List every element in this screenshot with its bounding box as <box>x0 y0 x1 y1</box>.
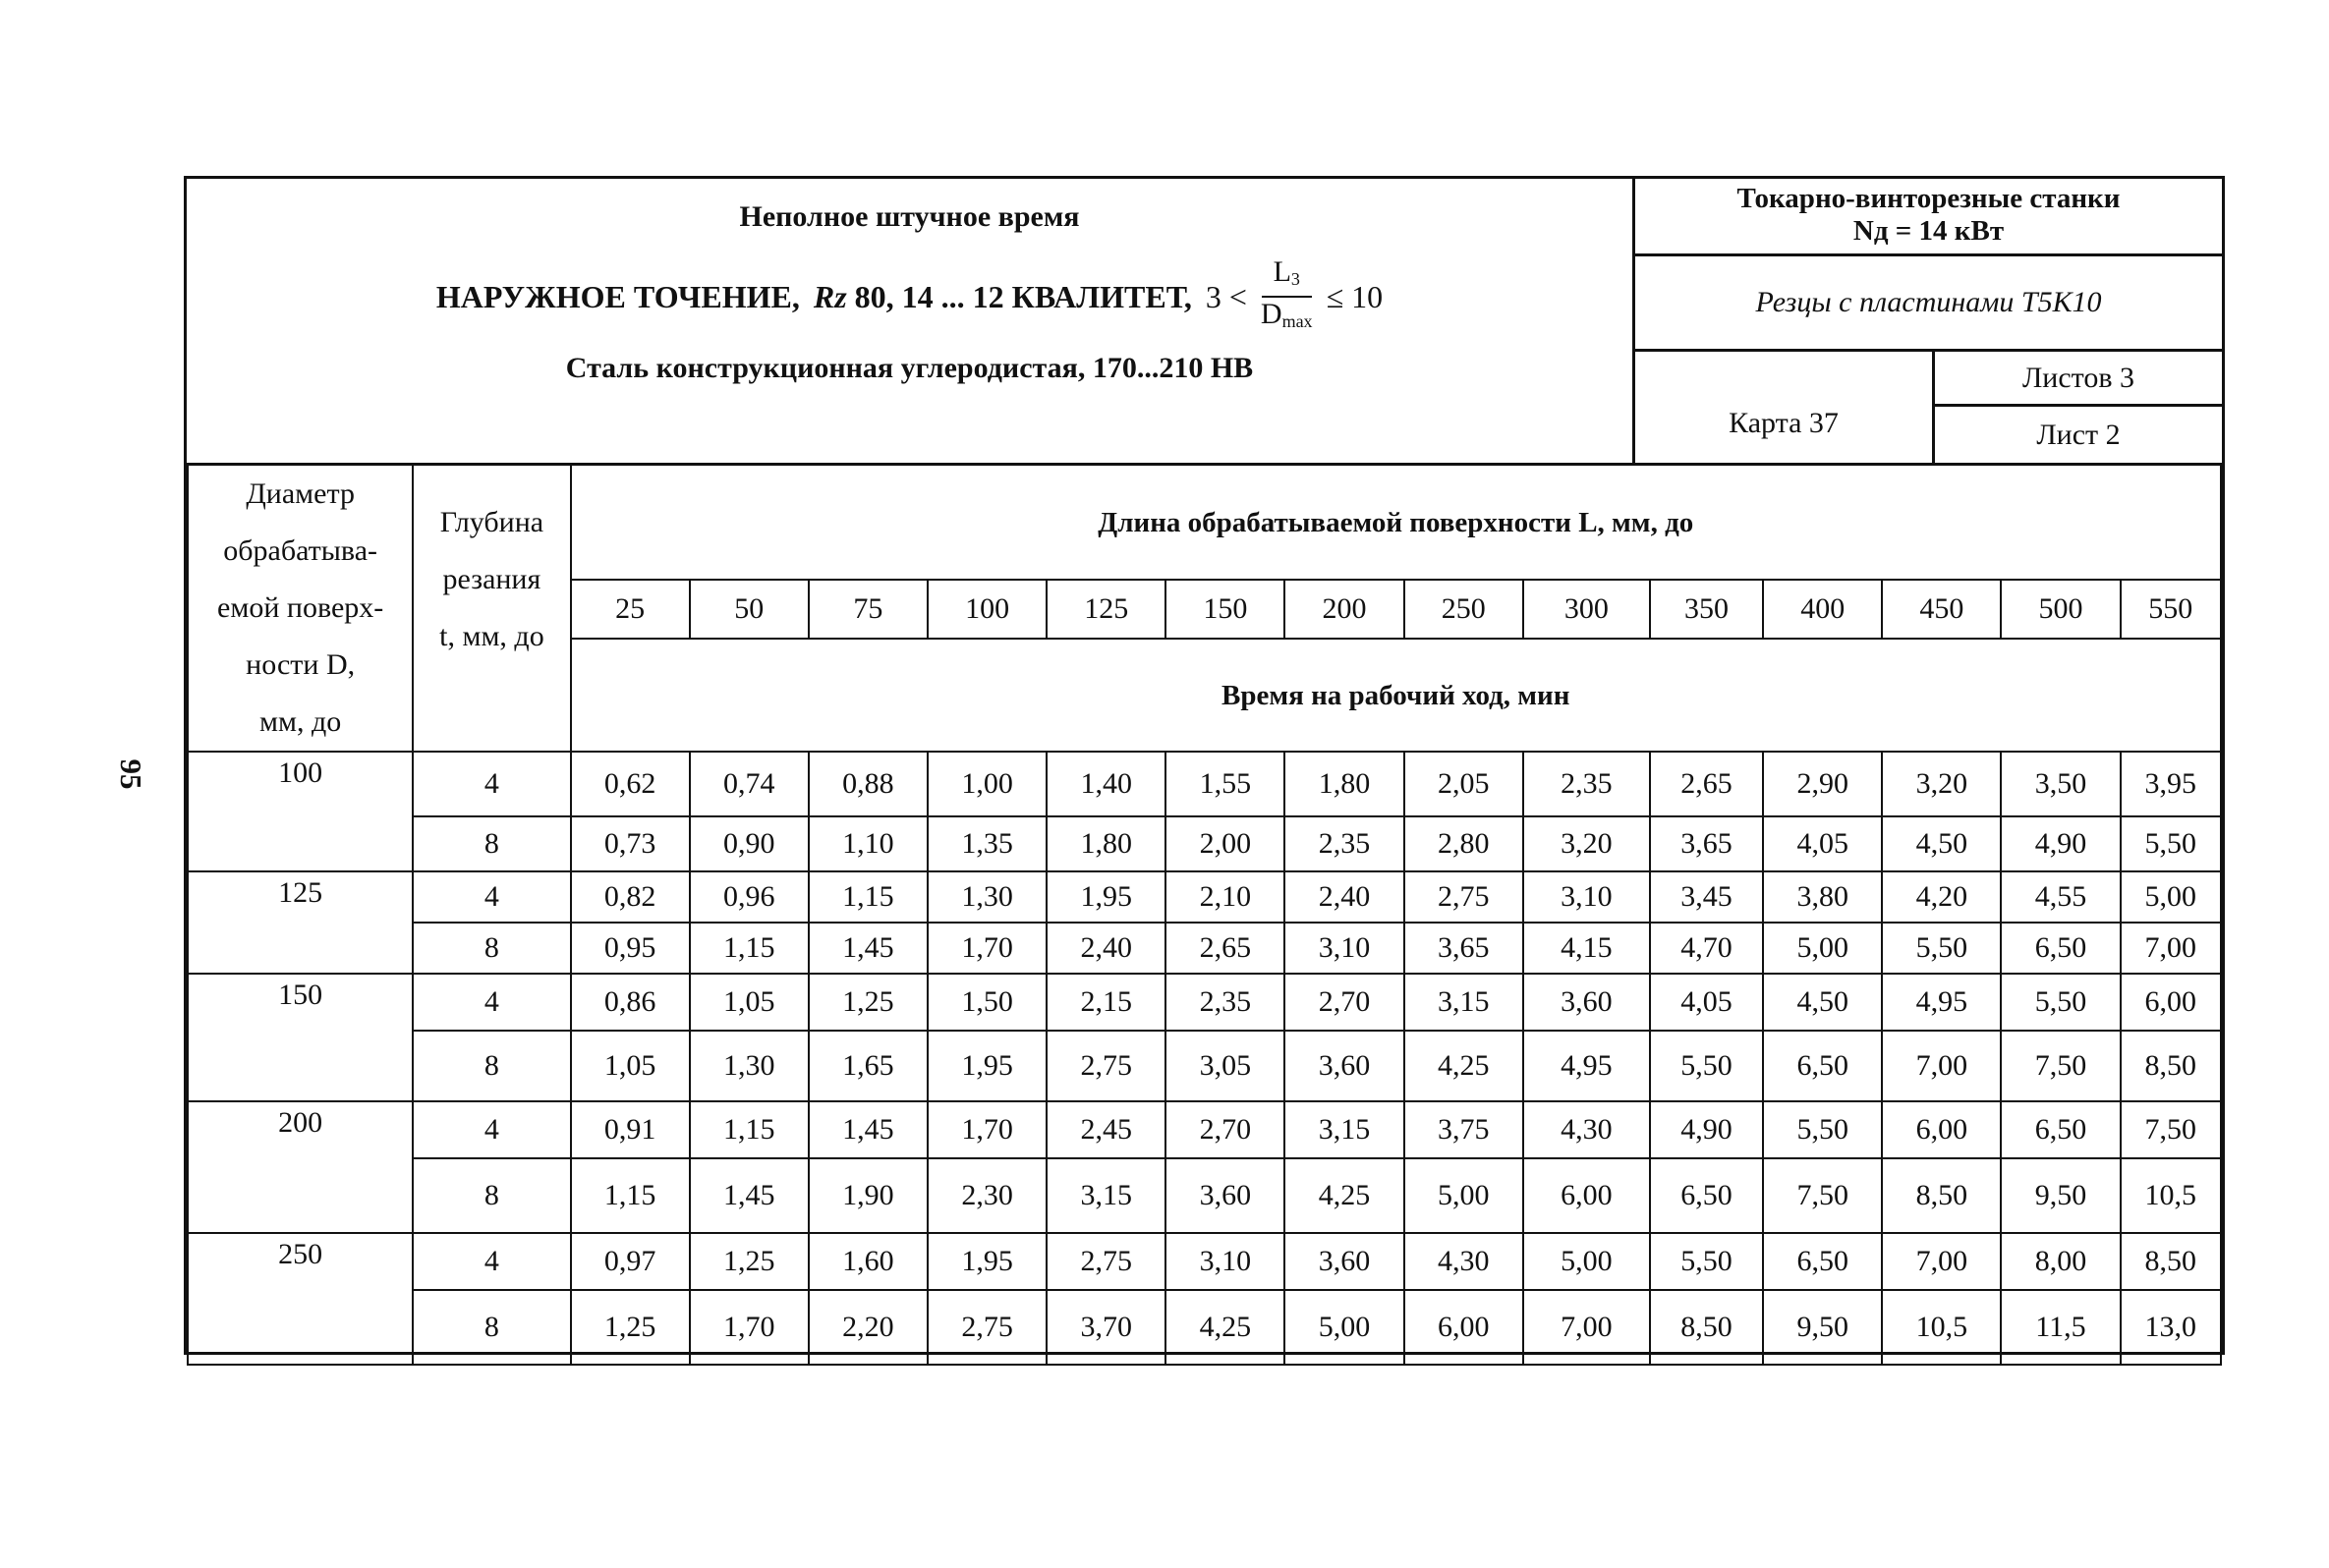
time-value-cell: 1,25 <box>571 1290 690 1365</box>
time-value-cell: 3,05 <box>1165 1031 1284 1101</box>
time-value-cell: 3,65 <box>1404 923 1523 974</box>
time-value-cell: 3,60 <box>1523 974 1650 1031</box>
time-value-cell: 10,5 <box>2121 1158 2221 1233</box>
time-value-cell: 2,65 <box>1650 752 1763 816</box>
time-value-cell: 1,90 <box>809 1158 928 1233</box>
diameter-cell: 150 <box>188 974 413 1101</box>
time-value-cell: 1,25 <box>809 974 928 1031</box>
time-value-cell: 0,95 <box>571 923 690 974</box>
time-value-cell: 5,00 <box>1523 1233 1650 1290</box>
header-material: Сталь конструкционная углеродистая, 170...210 НВ <box>565 352 1254 384</box>
length-column-header: 125 <box>1047 580 1165 639</box>
diameter-cell: 125 <box>188 871 413 974</box>
depth-cell: 4 <box>413 974 570 1031</box>
time-value-cell: 3,95 <box>2121 752 2221 816</box>
time-value-cell: 9,50 <box>1763 1290 1882 1365</box>
time-value-cell: 2,35 <box>1523 752 1650 816</box>
time-value-cell: 5,50 <box>2001 974 2120 1031</box>
time-value-cell: 4,70 <box>1650 923 1763 974</box>
table-row <box>188 923 2221 974</box>
time-value-cell: 2,90 <box>1763 752 1882 816</box>
time-value-cell: 2,70 <box>1284 974 1403 1031</box>
time-header: Время на рабочий ход, мин <box>571 639 2221 752</box>
time-value-cell: 0,90 <box>690 816 809 871</box>
time-value-cell: 1,95 <box>1047 871 1165 923</box>
time-value-cell: 1,50 <box>928 974 1047 1031</box>
time-value-cell: 1,55 <box>1165 752 1284 816</box>
card-number: Карта 37 <box>1635 352 1935 463</box>
time-value-cell: 2,70 <box>1165 1101 1284 1158</box>
time-value-cell: 8,50 <box>1650 1290 1763 1365</box>
sheet-number: Лист 2 <box>2036 419 2121 451</box>
table-row <box>188 1158 2221 1233</box>
time-value-cell: 1,25 <box>690 1233 809 1290</box>
time-value-cell: 5,50 <box>1882 923 2001 974</box>
time-value-cell: 1,35 <box>928 816 1047 871</box>
time-value-cell: 6,00 <box>2121 974 2221 1031</box>
time-value-cell: 1,80 <box>1047 816 1165 871</box>
header-info-block <box>1635 179 2222 463</box>
time-value-cell: 2,75 <box>928 1290 1047 1365</box>
col-header-depth: Глубина резания t, мм, до <box>413 465 570 753</box>
time-value-cell: 4,50 <box>1763 974 1882 1031</box>
time-value-cell: 4,50 <box>1882 816 2001 871</box>
header-title-block <box>187 179 1635 463</box>
time-value-cell: 3,80 <box>1763 871 1882 923</box>
time-value-cell: 4,55 <box>2001 871 2120 923</box>
time-value-cell: 0,74 <box>690 752 809 816</box>
time-value-cell: 7,50 <box>2121 1101 2221 1158</box>
diameter-cell: 100 <box>188 752 413 871</box>
time-value-cell: 5,50 <box>1763 1101 1882 1158</box>
time-value-cell: 2,30 <box>928 1158 1047 1233</box>
length-header: Длина обрабатываемой поверхности L, мм, до <box>571 465 2221 581</box>
time-value-cell: 1,15 <box>809 871 928 923</box>
time-value-cell: 1,45 <box>690 1158 809 1233</box>
depth-cell: 4 <box>413 1101 570 1158</box>
time-value-cell: 2,10 <box>1165 871 1284 923</box>
time-value-cell: 4,25 <box>1284 1158 1403 1233</box>
time-value-cell: 5,00 <box>2121 871 2221 923</box>
time-value-cell: 3,10 <box>1165 1233 1284 1290</box>
time-value-cell: 1,10 <box>809 816 928 871</box>
time-value-cell: 4,95 <box>1523 1031 1650 1101</box>
time-value-cell: 8,50 <box>1882 1158 2001 1233</box>
title-rz: Rz <box>813 278 847 314</box>
time-value-cell: 1,95 <box>928 1031 1047 1101</box>
time-value-cell: 8,50 <box>2121 1031 2221 1101</box>
time-value-cell: 4,20 <box>1882 871 2001 923</box>
header-title <box>187 255 1632 338</box>
time-value-cell: 1,30 <box>690 1031 809 1101</box>
time-value-cell: 1,80 <box>1284 752 1403 816</box>
time-value-cell: 1,60 <box>809 1233 928 1290</box>
length-column-header: 75 <box>809 580 928 639</box>
time-value-cell: 4,05 <box>1763 816 1882 871</box>
time-value-cell: 2,35 <box>1284 816 1403 871</box>
time-value-cell: 3,60 <box>1284 1031 1403 1101</box>
time-value-cell: 2,75 <box>1047 1031 1165 1101</box>
time-value-cell: 2,80 <box>1404 816 1523 871</box>
table-row <box>188 752 2221 816</box>
table-row <box>188 1101 2221 1158</box>
time-value-cell: 7,00 <box>2121 923 2221 974</box>
time-value-cell: 5,00 <box>1404 1158 1523 1233</box>
time-value-cell: 7,50 <box>2001 1031 2120 1101</box>
table-row <box>188 974 2221 1031</box>
depth-cell: 8 <box>413 1290 570 1365</box>
table-row <box>188 1290 2221 1365</box>
time-value-cell: 4,05 <box>1650 974 1763 1031</box>
time-value-cell: 4,95 <box>1882 974 2001 1031</box>
length-column-header: 25 <box>571 580 690 639</box>
depth-cell: 8 <box>413 923 570 974</box>
time-value-cell: 1,65 <box>809 1031 928 1101</box>
diameter-cell: 200 <box>188 1101 413 1233</box>
sheets-total: Листов 3 <box>1935 352 2222 407</box>
time-value-cell: 1,45 <box>809 1101 928 1158</box>
table-row <box>188 1233 2221 1290</box>
time-value-cell: 0,97 <box>571 1233 690 1290</box>
time-value-cell: 4,15 <box>1523 923 1650 974</box>
time-value-cell: 7,00 <box>1523 1290 1650 1365</box>
depth-cell: 4 <box>413 871 570 923</box>
time-value-cell: 3,20 <box>1523 816 1650 871</box>
time-value-cell: 11,5 <box>2001 1290 2120 1365</box>
time-value-cell: 6,50 <box>2001 1101 2120 1158</box>
ratio-lhs: 3 < <box>1205 278 1247 314</box>
time-value-cell: 9,50 <box>2001 1158 2120 1233</box>
col-header-diameter: Диаметр обрабатыва- емой поверх- ности D, мм, до <box>188 465 413 753</box>
time-value-cell: 5,50 <box>1650 1233 1763 1290</box>
time-value-cell: 2,35 <box>1165 974 1284 1031</box>
time-value-cell: 1,15 <box>571 1158 690 1233</box>
time-value-cell: 3,45 <box>1650 871 1763 923</box>
length-column-header: 50 <box>690 580 809 639</box>
title-rz-group <box>814 279 1192 315</box>
time-value-cell: 3,15 <box>1284 1101 1403 1158</box>
time-value-cell: 3,75 <box>1404 1101 1523 1158</box>
time-value-cell: 3,10 <box>1523 871 1650 923</box>
time-value-cell: 3,60 <box>1165 1158 1284 1233</box>
time-value-cell: 7,50 <box>1763 1158 1882 1233</box>
time-value-cell: 8,50 <box>2121 1233 2221 1290</box>
depth-cell: 4 <box>413 752 570 816</box>
time-value-cell: 10,5 <box>1882 1290 2001 1365</box>
length-column-header: 100 <box>928 580 1047 639</box>
time-value-cell: 3,15 <box>1404 974 1523 1031</box>
title-main: НАРУЖНОЕ ТОЧЕНИЕ, <box>435 278 800 314</box>
tool-info: Резцы с пластинами Т5К10 <box>1635 256 2222 352</box>
time-value-cell: 1,45 <box>809 923 928 974</box>
time-value-cell: 6,00 <box>1404 1290 1523 1365</box>
time-value-cell: 1,95 <box>928 1233 1047 1290</box>
time-value-cell: 7,00 <box>1882 1031 2001 1101</box>
time-value-cell: 1,15 <box>690 1101 809 1158</box>
time-value-cell: 3,60 <box>1284 1233 1403 1290</box>
depth-cell: 4 <box>413 1233 570 1290</box>
time-value-cell: 3,65 <box>1650 816 1763 871</box>
time-value-cell: 5,50 <box>1650 1031 1763 1101</box>
time-value-cell: 0,96 <box>690 871 809 923</box>
time-value-cell: 6,50 <box>1763 1031 1882 1101</box>
ratio-rhs: ≤ 10 <box>1326 278 1384 314</box>
time-value-cell: 2,75 <box>1404 871 1523 923</box>
time-value-cell: 13,0 <box>2121 1290 2221 1365</box>
time-value-cell: 0,91 <box>571 1101 690 1158</box>
depth-cell: 8 <box>413 1031 570 1101</box>
ratio-denominator: $D_{max}$ <box>1260 298 1313 331</box>
time-value-cell: 6,00 <box>1523 1158 1650 1233</box>
time-value-cell: 2,45 <box>1047 1101 1165 1158</box>
time-value-cell: 6,50 <box>2001 923 2120 974</box>
title-rest: 80, 14 ... 12 КВАЛИТЕТ, <box>854 278 1192 314</box>
time-value-cell: 1,70 <box>690 1290 809 1365</box>
length-column-header: 450 <box>1882 580 2001 639</box>
ratio-fraction <box>1261 255 1313 338</box>
machine-line-2: Nд = 14 кВт <box>1852 215 2005 247</box>
table-row <box>188 1031 2221 1101</box>
length-column-header: 250 <box>1404 580 1523 639</box>
time-value-cell: 1,30 <box>928 871 1047 923</box>
time-value-cell: 4,90 <box>1650 1101 1763 1158</box>
length-column-header: 200 <box>1284 580 1403 639</box>
time-value-cell: 4,25 <box>1165 1290 1284 1365</box>
time-value-cell: 6,50 <box>1763 1233 1882 1290</box>
time-value-cell: 2,00 <box>1165 816 1284 871</box>
time-value-cell: 4,25 <box>1404 1031 1523 1101</box>
depth-cell: 8 <box>413 816 570 871</box>
time-value-cell: 1,05 <box>571 1031 690 1101</box>
time-value-cell: 5,00 <box>1763 923 1882 974</box>
time-value-cell: 1,70 <box>928 1101 1047 1158</box>
time-value-cell: 1,70 <box>928 923 1047 974</box>
machine-info <box>1635 179 2222 256</box>
time-value-cell: 2,05 <box>1404 752 1523 816</box>
time-value-cell: 4,90 <box>2001 816 2120 871</box>
table-row <box>188 816 2221 871</box>
length-column-header: 350 <box>1650 580 1763 639</box>
time-value-cell: 3,10 <box>1284 923 1403 974</box>
page-number: 95 <box>114 758 148 790</box>
time-value-cell: 1,00 <box>928 752 1047 816</box>
time-value-cell: 3,20 <box>1882 752 2001 816</box>
time-value-cell: 5,50 <box>2121 816 2221 871</box>
time-value-cell: 3,50 <box>2001 752 2120 816</box>
time-value-cell: 2,65 <box>1165 923 1284 974</box>
diameter-cell: 250 <box>188 1233 413 1365</box>
time-value-cell: 1,05 <box>690 974 809 1031</box>
table-row <box>188 871 2221 923</box>
time-value-cell: 0,82 <box>571 871 690 923</box>
time-value-cell: 1,40 <box>1047 752 1165 816</box>
time-value-cell: 0,88 <box>809 752 928 816</box>
length-column-header: 400 <box>1763 580 1882 639</box>
document-sheet <box>184 176 2225 1355</box>
time-value-cell: 0,62 <box>571 752 690 816</box>
ratio-numerator: $L_3$ <box>1262 255 1312 298</box>
machine-line-1: Токарно-винторезные станки <box>1736 183 2121 214</box>
time-value-cell: 1,15 <box>690 923 809 974</box>
time-value-cell: 3,15 <box>1047 1158 1165 1233</box>
time-value-cell: 6,50 <box>1650 1158 1763 1233</box>
time-value-cell: 0,73 <box>571 816 690 871</box>
header-subtitle: Неполное штучное время <box>739 200 1080 233</box>
time-value-cell: 2,75 <box>1047 1233 1165 1290</box>
time-value-cell: 4,30 <box>1404 1233 1523 1290</box>
time-value-cell: 6,00 <box>1882 1101 2001 1158</box>
time-value-cell: 2,40 <box>1047 923 1165 974</box>
time-value-cell: 8,00 <box>2001 1233 2120 1290</box>
time-table <box>187 463 2222 1366</box>
length-column-header: 300 <box>1523 580 1650 639</box>
time-value-cell: 0,86 <box>571 974 690 1031</box>
time-value-cell: 2,15 <box>1047 974 1165 1031</box>
time-value-cell: 3,70 <box>1047 1290 1165 1365</box>
time-value-cell: 5,00 <box>1284 1290 1403 1365</box>
length-column-header: 150 <box>1165 580 1284 639</box>
length-column-header: 500 <box>2001 580 2120 639</box>
time-value-cell: 2,40 <box>1284 871 1403 923</box>
length-column-header: 550 <box>2121 580 2221 639</box>
time-value-cell: 7,00 <box>1882 1233 2001 1290</box>
depth-cell: 8 <box>413 1158 570 1233</box>
time-value-cell: 4,30 <box>1523 1101 1650 1158</box>
time-value-cell: 2,20 <box>809 1290 928 1365</box>
